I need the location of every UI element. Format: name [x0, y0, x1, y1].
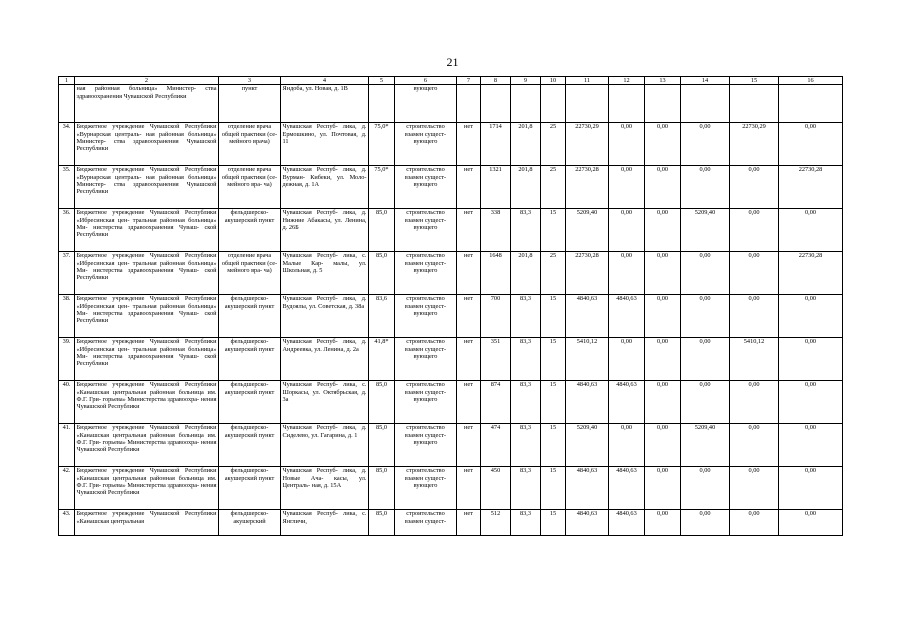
flag-cell: нет — [457, 424, 481, 467]
organization-cell: Бюджетное учреждение Чувашской Республики «Канашская центральная районная больница им. Ф.Г. Гри- горьева» Министерства здравоохра- нения Чувашской Республики — [75, 424, 219, 467]
value-16-cell: 0,00 — [779, 510, 843, 536]
row-number: 41. — [59, 424, 75, 467]
flag-cell: нет — [457, 381, 481, 424]
column-number-13: 13 — [645, 77, 681, 85]
value-16-cell: 22730,28 — [779, 252, 843, 295]
facility-type-cell: фельдшерско- акушерский пункт — [219, 338, 281, 381]
flag-cell: нет — [457, 209, 481, 252]
value-9-cell — [511, 85, 541, 123]
value-15-cell: 22730,29 — [730, 123, 779, 166]
value-10-cell: 25 — [541, 166, 566, 209]
value-8-cell: 450 — [481, 467, 511, 510]
organization-cell: ная районная больница» Министер- ства здравоохранения Чувашской Республики — [75, 85, 219, 123]
value-12-cell: 4840,63 — [609, 467, 645, 510]
table-row — [59, 424, 843, 467]
value-15-cell: 0,00 — [730, 424, 779, 467]
value-11-cell: 22730,29 — [566, 123, 609, 166]
work-type-cell: строительство взамен сущест- вующего — [395, 295, 457, 338]
value-10-cell: 15 — [541, 424, 566, 467]
wear-percent-cell: 75,0* — [369, 123, 395, 166]
facilities-table — [58, 76, 843, 536]
value-16-cell — [779, 85, 843, 123]
work-type-cell: строительство взамен сущест- вующего — [395, 338, 457, 381]
address-cell: Чувашская Респуб- лика, д. Новые Ача- касы, ул. Централь- ная, д. 15А — [281, 467, 369, 510]
value-10-cell: 15 — [541, 381, 566, 424]
column-number-15: 15 — [730, 77, 779, 85]
value-9-cell: 201,8 — [511, 252, 541, 295]
wear-percent-cell: 41,8* — [369, 338, 395, 381]
value-13-cell: 0,00 — [645, 338, 681, 381]
value-9-cell: 83,3 — [511, 424, 541, 467]
value-15-cell: 0,00 — [730, 252, 779, 295]
value-16-cell: 0,00 — [779, 424, 843, 467]
row-number: 34. — [59, 123, 75, 166]
value-10-cell: 15 — [541, 338, 566, 381]
flag-cell — [457, 85, 481, 123]
facility-type-cell: отделение врача общей практики (се- мейного вра- ча) — [219, 166, 281, 209]
value-12-cell: 0,00 — [609, 252, 645, 295]
value-12-cell: 0,00 — [609, 424, 645, 467]
value-12-cell: 4840,63 — [609, 510, 645, 536]
value-11-cell: 5209,40 — [566, 424, 609, 467]
value-10-cell: 15 — [541, 295, 566, 338]
value-10-cell: 25 — [541, 252, 566, 295]
row-number: 35. — [59, 166, 75, 209]
value-12-cell: 4840,63 — [609, 295, 645, 338]
table-row — [59, 510, 843, 536]
value-13-cell: 0,00 — [645, 424, 681, 467]
facility-type-cell: фельдшерско- акушерский пункт — [219, 467, 281, 510]
organization-cell: Бюджетное учреждение Чувашской Республики «Ибресинская цен- тральная районная больница» Ми- нистерства здравоохранения Чуваш- ской Республики — [75, 338, 219, 381]
value-10-cell: 15 — [541, 209, 566, 252]
value-8-cell: 1648 — [481, 252, 511, 295]
value-9-cell: 83,3 — [511, 467, 541, 510]
organization-cell: Бюджетное учреждение Чувашской Республики «Канашская центральная — [75, 510, 219, 536]
table-row — [59, 166, 843, 209]
value-16-cell: 0,00 — [779, 467, 843, 510]
value-11-cell — [566, 85, 609, 123]
value-13-cell: 0,00 — [645, 123, 681, 166]
flag-cell: нет — [457, 166, 481, 209]
row-number: 42. — [59, 467, 75, 510]
column-number-5: 5 — [369, 77, 395, 85]
organization-cell: Бюджетное учреждение Чувашской Республики «Канашская центральная районная больница им. Ф.Г. Гри- горьева» Министерства здравоохра- нения Чувашской Республики — [75, 467, 219, 510]
value-14-cell: 5209,40 — [681, 209, 730, 252]
table-row — [59, 209, 843, 252]
flag-cell: нет — [457, 123, 481, 166]
address-cell: Чувашская Респуб- лика, д. Вудоялы, ул. Советская, д. 38а — [281, 295, 369, 338]
row-number — [59, 85, 75, 123]
value-13-cell: 0,00 — [645, 381, 681, 424]
table-row — [59, 252, 843, 295]
value-14-cell: 0,00 — [681, 252, 730, 295]
organization-cell: Бюджетное учреждение Чувашской Республики «Ибресинская цен- тральная районная больница» Ми- нистерства здравоохранения Чуваш- ской Республики — [75, 252, 219, 295]
row-number: 43. — [59, 510, 75, 536]
value-11-cell: 4840,63 — [566, 467, 609, 510]
value-9-cell: 201,8 — [511, 166, 541, 209]
value-10-cell: 25 — [541, 123, 566, 166]
value-12-cell: 0,00 — [609, 338, 645, 381]
value-11-cell: 5410,12 — [566, 338, 609, 381]
value-15-cell: 0,00 — [730, 166, 779, 209]
value-8-cell: 1714 — [481, 123, 511, 166]
address-cell: Чувашская Респуб- лика, с. Шоркасы, ул. Октябрьская, д. 3а — [281, 381, 369, 424]
value-14-cell: 0,00 — [681, 123, 730, 166]
wear-percent-cell: 85,0 — [369, 510, 395, 536]
wear-percent-cell: 85,0 — [369, 209, 395, 252]
wear-percent-cell: 85,0 — [369, 424, 395, 467]
value-13-cell: 0,00 — [645, 209, 681, 252]
value-9-cell: 83,3 — [511, 338, 541, 381]
value-12-cell: 0,00 — [609, 209, 645, 252]
value-15-cell: 5410,12 — [730, 338, 779, 381]
column-number-6: 6 — [395, 77, 457, 85]
flag-cell: нет — [457, 510, 481, 536]
table-row — [59, 381, 843, 424]
work-type-cell: строительство взамен сущест- вующего — [395, 123, 457, 166]
work-type-cell: строительство взамен сущест- вующего — [395, 166, 457, 209]
table-row — [59, 85, 843, 123]
column-number-3: 3 — [219, 77, 281, 85]
organization-cell: Бюджетное учреждение Чувашской Республики «Ибресинская цен- тральная районная больница» Ми- нистерства здравоохранения Чуваш- ской Республики — [75, 209, 219, 252]
work-type-cell: строительство взамен сущест- вующего — [395, 424, 457, 467]
table-row — [59, 295, 843, 338]
table-row — [59, 123, 843, 166]
flag-cell: нет — [457, 467, 481, 510]
value-12-cell: 0,00 — [609, 123, 645, 166]
value-13-cell: 0,00 — [645, 252, 681, 295]
column-number-8: 8 — [481, 77, 511, 85]
wear-percent-cell: 83,6 — [369, 295, 395, 338]
column-number-9: 9 — [511, 77, 541, 85]
wear-percent-cell — [369, 85, 395, 123]
value-11-cell: 4840,63 — [566, 381, 609, 424]
wear-percent-cell: 75,0* — [369, 166, 395, 209]
facility-type-cell: отделение врача общей практики (се- мейного вра- ча) — [219, 252, 281, 295]
table-row — [59, 338, 843, 381]
value-14-cell: 0,00 — [681, 295, 730, 338]
address-cell: Чувашская Респуб- лика, д. Сиделево, ул. Гагарина, д. 1 — [281, 424, 369, 467]
row-number: 36. — [59, 209, 75, 252]
value-13-cell: 0,00 — [645, 510, 681, 536]
value-11-cell: 22730,28 — [566, 252, 609, 295]
value-8-cell: 512 — [481, 510, 511, 536]
facility-type-cell: фельдшерско- акушерский пункт — [219, 424, 281, 467]
value-16-cell: 0,00 — [779, 295, 843, 338]
column-number-2: 2 — [75, 77, 219, 85]
column-number-7: 7 — [457, 77, 481, 85]
work-type-cell: строительство взамен сущест- вующего — [395, 381, 457, 424]
flag-cell: нет — [457, 338, 481, 381]
facility-type-cell: пункт — [219, 85, 281, 123]
value-15-cell: 0,00 — [730, 467, 779, 510]
row-number: 38. — [59, 295, 75, 338]
value-13-cell: 0,00 — [645, 166, 681, 209]
value-13-cell: 0,00 — [645, 295, 681, 338]
value-8-cell: 700 — [481, 295, 511, 338]
value-14-cell: 0,00 — [681, 510, 730, 536]
value-14-cell: 0,00 — [681, 166, 730, 209]
value-8-cell: 351 — [481, 338, 511, 381]
value-16-cell: 22730,28 — [779, 166, 843, 209]
value-15-cell: 0,00 — [730, 209, 779, 252]
work-type-cell: строительство взамен сущест- — [395, 510, 457, 536]
value-11-cell: 5209,40 — [566, 209, 609, 252]
value-8-cell: 1321 — [481, 166, 511, 209]
address-cell: Яндоба, ул. Новая, д. 1В — [281, 85, 369, 123]
address-cell: Чувашская Респуб- лика, с. Малые Кар- малы, ул. Школьная, д. 5 — [281, 252, 369, 295]
value-13-cell — [645, 85, 681, 123]
flag-cell: нет — [457, 295, 481, 338]
value-11-cell: 4840,63 — [566, 510, 609, 536]
value-10-cell: 15 — [541, 510, 566, 536]
value-8-cell — [481, 85, 511, 123]
organization-cell: Бюджетное учреждение Чувашской Республики «Ибресинская цен- тральная районная больница» Ми- нистерства здравоохранения Чуваш- ской Республики — [75, 295, 219, 338]
value-13-cell: 0,00 — [645, 467, 681, 510]
wear-percent-cell: 85,0 — [369, 467, 395, 510]
row-number: 37. — [59, 252, 75, 295]
facility-type-cell: отделение врача общей практики (се- мейного врача) — [219, 123, 281, 166]
value-9-cell: 83,3 — [511, 381, 541, 424]
value-10-cell: 15 — [541, 467, 566, 510]
value-8-cell: 474 — [481, 424, 511, 467]
column-number-14: 14 — [681, 77, 730, 85]
value-12-cell: 4840,63 — [609, 381, 645, 424]
organization-cell: Бюджетное учреждение Чувашской Республики «Вурнарская централь- ная районная больница» Министер- ства здравоохранения Чувашской Республики — [75, 166, 219, 209]
value-9-cell: 83,3 — [511, 510, 541, 536]
value-15-cell: 0,00 — [730, 381, 779, 424]
column-number-16: 16 — [779, 77, 843, 85]
value-12-cell: 0,00 — [609, 166, 645, 209]
work-type-cell: вующего — [395, 85, 457, 123]
value-16-cell: 0,00 — [779, 123, 843, 166]
work-type-cell: строительство взамен сущест- вующего — [395, 252, 457, 295]
column-number-1: 1 — [59, 77, 75, 85]
address-cell: Чувашская Респуб- лика, д. Нижние Абакасы, ул. Ленина, д. 26Б — [281, 209, 369, 252]
page-number: 21 — [446, 55, 459, 69]
value-8-cell: 874 — [481, 381, 511, 424]
value-14-cell: 0,00 — [681, 381, 730, 424]
address-cell: Чувашская Респуб- лика, д. Вурман- Кибеки, ул. Моло- дежная, д. 1А — [281, 166, 369, 209]
column-number-4: 4 — [281, 77, 369, 85]
value-14-cell: 0,00 — [681, 467, 730, 510]
facility-type-cell: фельдшерско- акушерский — [219, 510, 281, 536]
column-number-row — [59, 77, 843, 85]
value-11-cell: 4840,63 — [566, 295, 609, 338]
row-number: 40. — [59, 381, 75, 424]
flag-cell: нет — [457, 252, 481, 295]
value-11-cell: 22730,28 — [566, 166, 609, 209]
value-15-cell: 0,00 — [730, 295, 779, 338]
value-12-cell — [609, 85, 645, 123]
value-9-cell: 83,3 — [511, 295, 541, 338]
facility-type-cell: фельдшерско- акушерский пункт — [219, 295, 281, 338]
organization-cell: Бюджетное учреждение Чувашской Республики «Вурнарская централь- ная районная больница» Министер- ства здравоохранения Чувашской Республики — [75, 123, 219, 166]
wear-percent-cell: 85,0 — [369, 252, 395, 295]
value-14-cell: 0,00 — [681, 338, 730, 381]
value-9-cell: 83,3 — [511, 209, 541, 252]
work-type-cell: строительство взамен сущест- вующего — [395, 467, 457, 510]
address-cell: Чувашская Респуб- лика, д. Ермошкино, ул. Почтовая, д. 11 — [281, 123, 369, 166]
facility-type-cell: фельдшерско- акушерский пункт — [219, 209, 281, 252]
value-16-cell: 0,00 — [779, 338, 843, 381]
row-number: 39. — [59, 338, 75, 381]
value-16-cell: 0,00 — [779, 381, 843, 424]
work-type-cell: строительство взамен сущест- вующего — [395, 209, 457, 252]
wear-percent-cell: 85,0 — [369, 381, 395, 424]
value-9-cell: 201,8 — [511, 123, 541, 166]
value-14-cell: 5209,40 — [681, 424, 730, 467]
organization-cell: Бюджетное учреждение Чувашской Республики «Канашская центральная районная больница им. Ф.Г. Гри- горьева» Министерства здравоохра- нения Чувашской Республики — [75, 381, 219, 424]
value-15-cell: 0,00 — [730, 510, 779, 536]
value-14-cell — [681, 85, 730, 123]
value-10-cell — [541, 85, 566, 123]
value-15-cell — [730, 85, 779, 123]
facility-type-cell: фельдшерско- акушерский пункт — [219, 381, 281, 424]
column-number-11: 11 — [566, 77, 609, 85]
column-number-10: 10 — [541, 77, 566, 85]
column-number-12: 12 — [609, 77, 645, 85]
value-16-cell: 0,00 — [779, 209, 843, 252]
address-cell: Чувашская Респуб- лика, с. Янгличи, — [281, 510, 369, 536]
value-8-cell: 338 — [481, 209, 511, 252]
table-row — [59, 467, 843, 510]
address-cell: Чувашская Респуб- лика, д. Андреевка, ул. Ленина, д. 2а — [281, 338, 369, 381]
